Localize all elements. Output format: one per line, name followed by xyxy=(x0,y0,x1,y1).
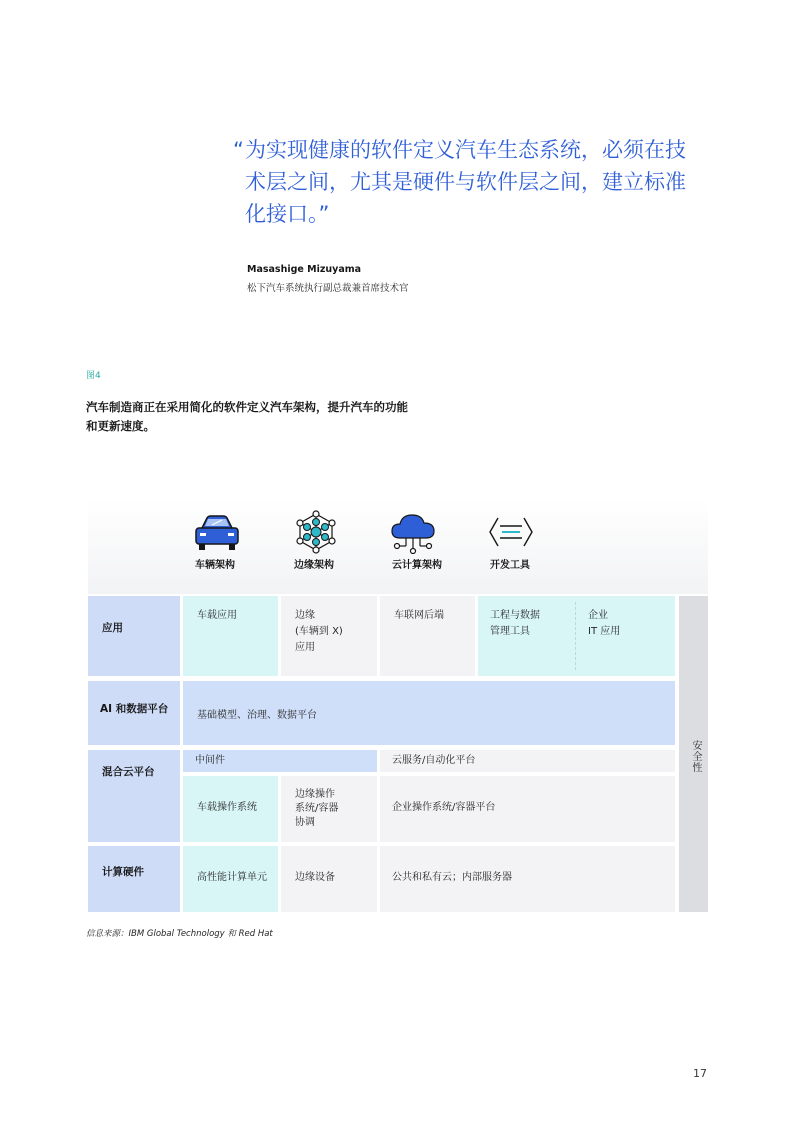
edge-os-line-2: 系统/容器 xyxy=(295,803,339,814)
row-header-applications: 应用 xyxy=(88,596,180,676)
quote-line-2: 术层之间，尤其是硬件与软件层之间，建立标准 xyxy=(245,170,686,194)
arch-label-devtools: 开发工具 xyxy=(490,560,530,571)
row-header-ai-data: AI 和数据平台 xyxy=(88,681,180,745)
arch-label-vehicle: 车辆架构 xyxy=(195,560,235,571)
cell-edge-os xyxy=(281,776,377,842)
edge-app-line-2: (车辆到 X) xyxy=(295,626,343,637)
cell-edge-app xyxy=(281,596,377,676)
quote-line-3: 化接口。” xyxy=(245,202,330,226)
car-icon xyxy=(193,514,241,552)
security-label: 安全性 xyxy=(690,740,701,773)
author-title: 松下汽车系统执行副总裁兼首席技术官 xyxy=(247,283,409,294)
cell-vehicle-app: 车载应用 xyxy=(183,596,278,676)
figure-source: 信息来源：IBM Global Technology 和 Red Hat xyxy=(86,929,273,939)
edge-app-line-3: 应用 xyxy=(295,642,315,653)
cell-enterprise-it xyxy=(588,608,620,640)
page-number: 17 xyxy=(693,1067,707,1080)
cell-engineering-tools xyxy=(490,608,540,640)
row-header-hardware: 计算硬件 xyxy=(88,846,180,912)
engineering-line-1: 工程与数据 xyxy=(490,610,540,621)
cloud-icon xyxy=(390,512,436,554)
cell-middleware: 中间件 xyxy=(183,750,377,772)
security-column xyxy=(679,596,708,912)
arch-label-cloud: 云计算架构 xyxy=(392,560,442,571)
cell-vehicle-os: 车载操作系统 xyxy=(183,776,278,842)
cell-hpc-unit: 高性能计算单元 xyxy=(183,846,278,912)
cell-enterprise-os: 企业操作系统/容器平台 xyxy=(380,776,675,842)
cell-clouds-servers: 公共和私有云；内部服务器 xyxy=(380,846,675,912)
engineering-line-2: 管理工具 xyxy=(490,626,530,637)
figure-title-line-1: 汽车制造商正在采用简化的软件定义汽车架构，提升汽车的功能 xyxy=(86,400,408,414)
enterprise-it-line-1: 企业 xyxy=(588,610,608,621)
quote-open-mark: “ xyxy=(233,138,244,162)
edge-app-line-1: 边缘 xyxy=(295,610,315,621)
figure-title-line-2: 和更新速度。 xyxy=(86,419,155,433)
quote-line-1: 为实现健康的软件定义汽车生态系统，必须在技 xyxy=(245,138,686,162)
edge-os-line-1: 边缘操作 xyxy=(295,789,335,800)
cell-telematics-backend: 车联网后端 xyxy=(380,596,475,676)
cell-cloud-services: 云服务/自动化平台 xyxy=(380,750,675,772)
author-name: Masashige Mizuyama xyxy=(247,264,362,275)
pull-quote xyxy=(233,134,733,230)
dev-tools-icon xyxy=(488,514,534,550)
cell-dev-tools-group xyxy=(478,596,675,676)
figure-title xyxy=(86,398,446,436)
figure-label: 图4 xyxy=(86,371,101,381)
cell-edge-devices: 边缘设备 xyxy=(281,846,377,912)
edge-network-icon xyxy=(292,510,340,554)
edge-os-line-3: 协调 xyxy=(295,817,315,828)
arch-label-edge: 边缘架构 xyxy=(294,560,334,571)
row-header-hybrid-cloud: 混合云平台 xyxy=(88,750,180,842)
dotted-divider xyxy=(575,602,576,670)
enterprise-it-line-2: IT 应用 xyxy=(588,626,621,637)
cell-ai-data-platform: 基础模型、治理、数据平台 xyxy=(183,681,675,745)
